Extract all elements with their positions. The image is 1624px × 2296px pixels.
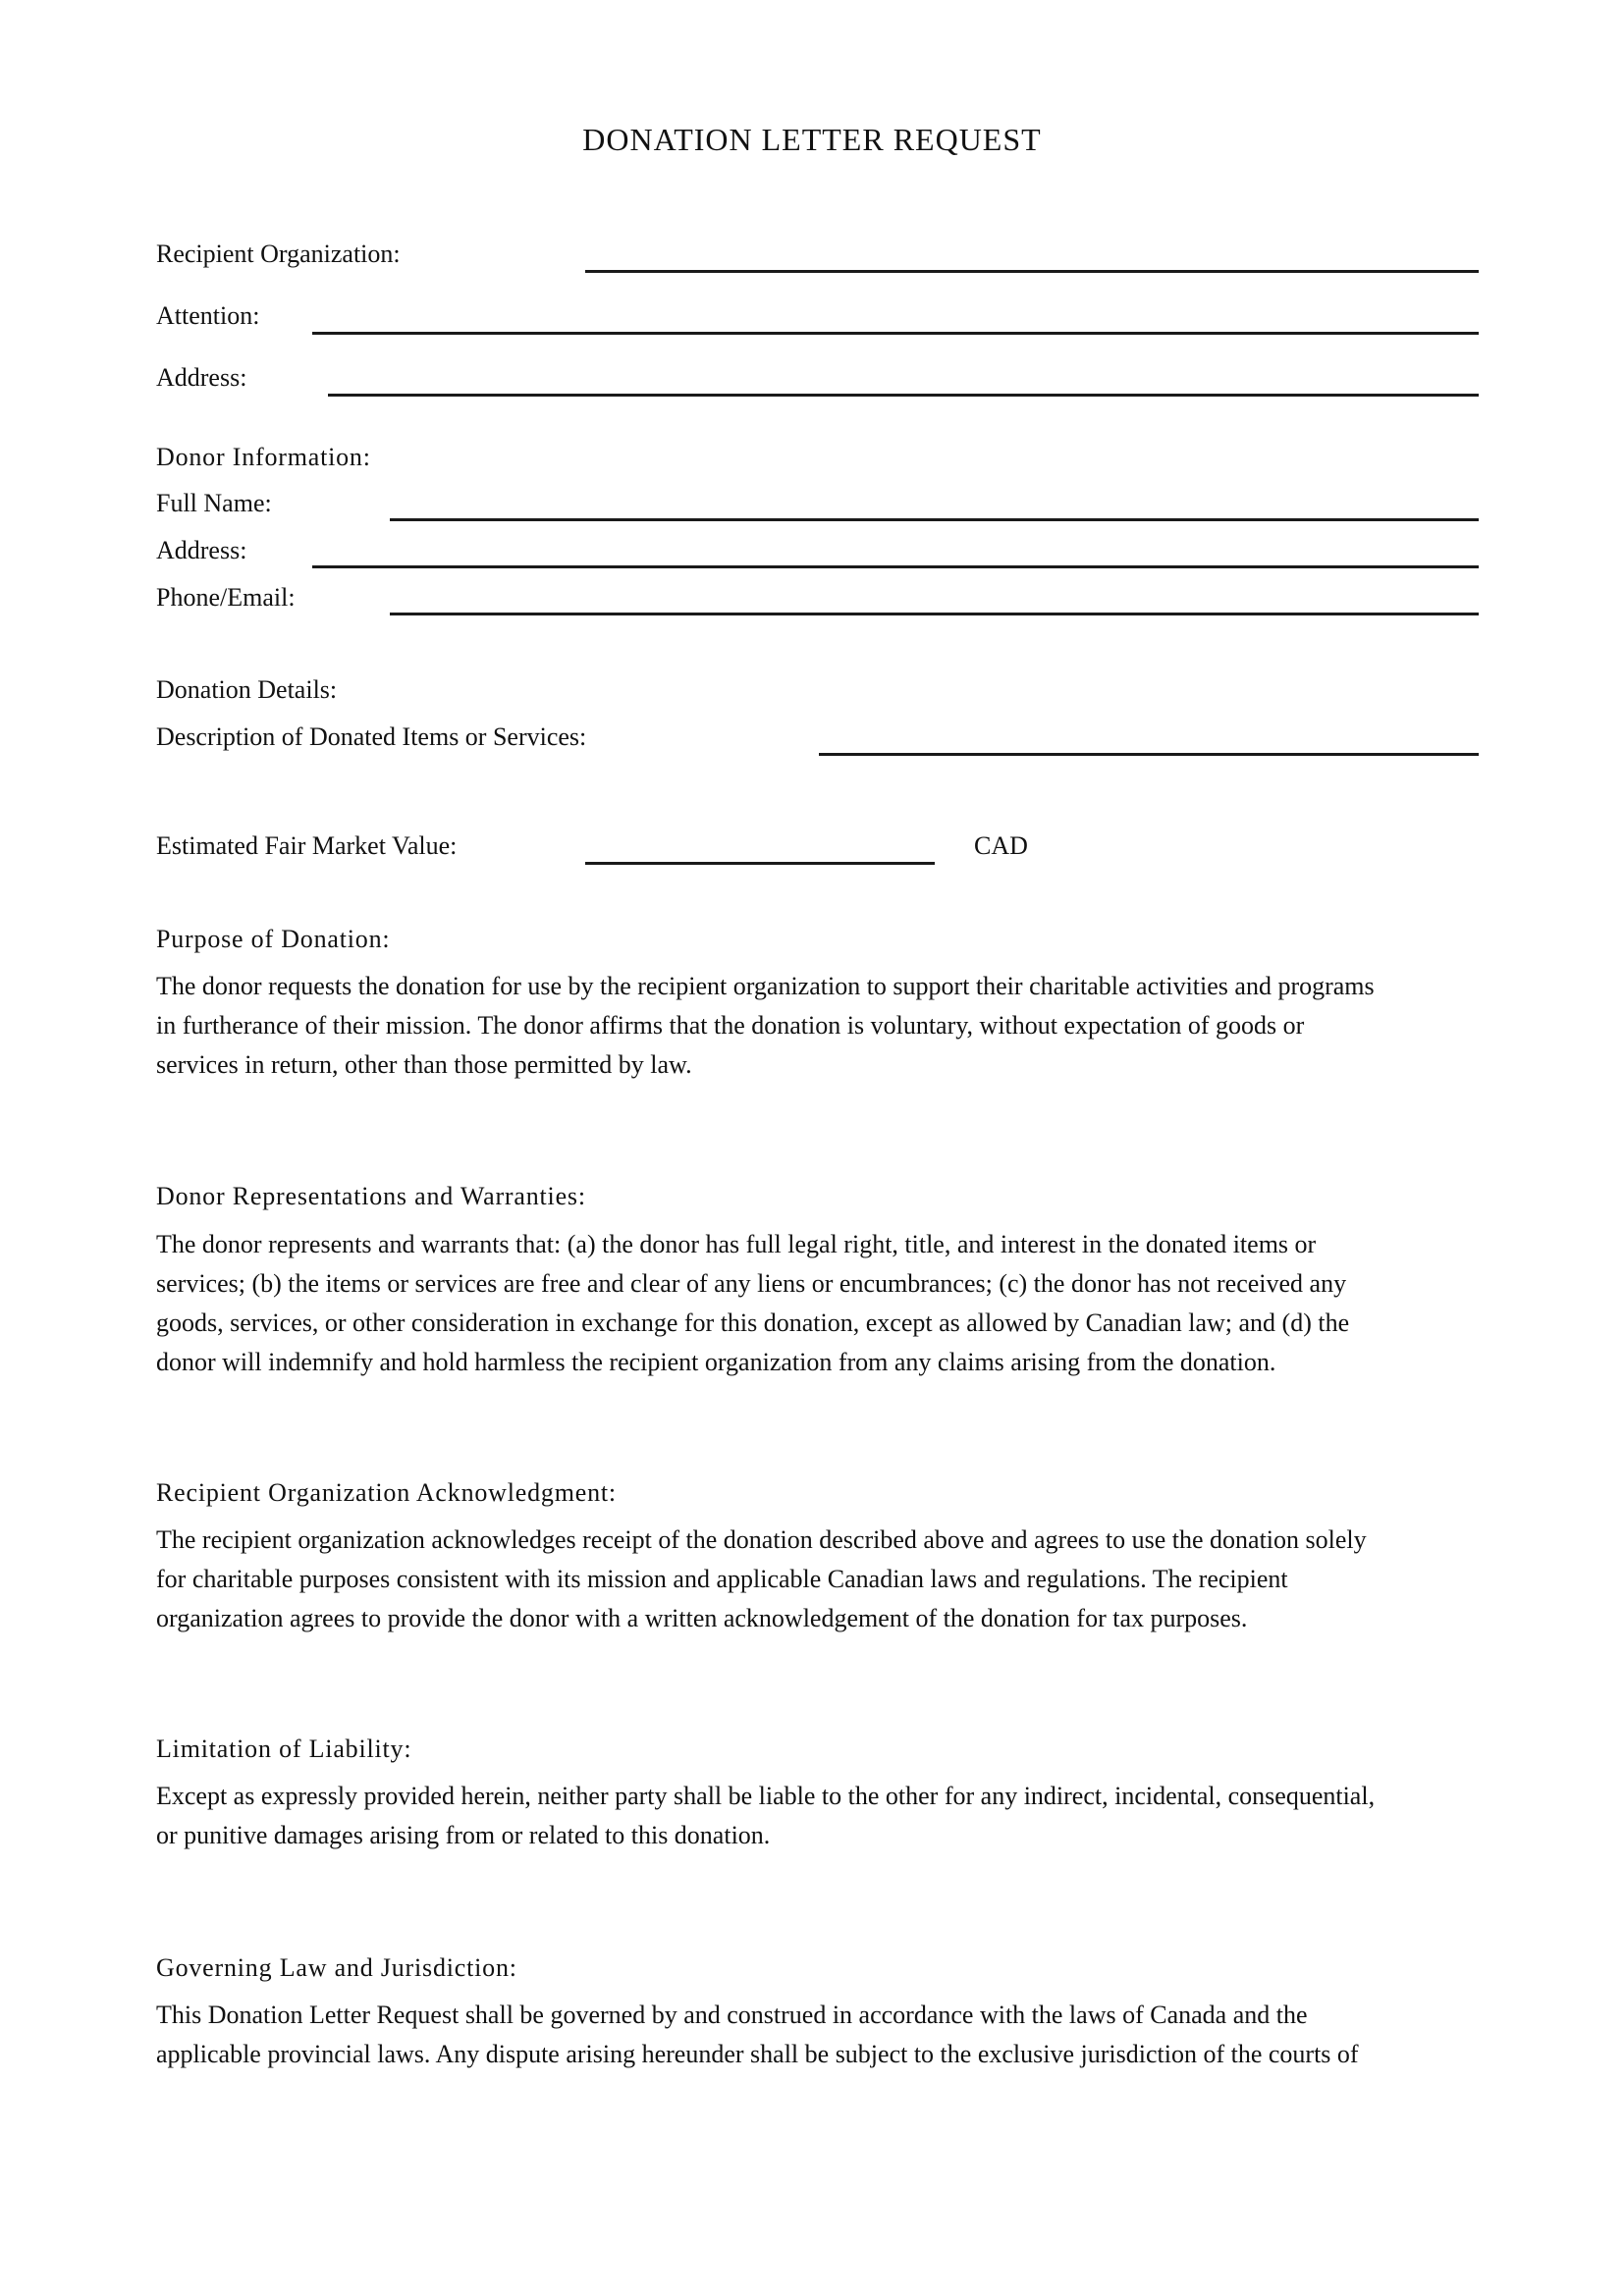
paragraph-line: services; (b) the items or services are free and clear of any liens or encumbrances; (c) the donor has not received any [156,1269,1347,1298]
recipient-organization-field[interactable] [585,270,1479,273]
representations-paragraph [156,1225,1482,1382]
representations-heading: Donor Representations and Warranties: [156,1182,586,1210]
paragraph-line: The recipient organization acknowledges receipt of the donation described above and agrees to use the donation solely [156,1525,1367,1554]
paragraph-line: applicable provincial laws. Any dispute arising hereunder shall be subject to the exclusive jurisdiction of the courts of [156,2040,1359,2068]
donor-full-name-label: Full Name: [156,489,272,517]
acknowledgment-paragraph [156,1521,1482,1638]
paragraph-line: The donor represents and warrants that: (a) the donor has full legal right, title, and interest in the donated items or [156,1230,1317,1258]
donor-address-field[interactable] [312,565,1479,568]
paragraph-line: This Donation Letter Request shall be governed by and construed in accordance with the laws of Canada and the [156,2001,1308,2029]
fair-market-value-label: Estimated Fair Market Value: [156,831,458,860]
purpose-paragraph [156,967,1482,1085]
governing-law-paragraph [156,1996,1482,2074]
recipient-address-field[interactable] [328,394,1479,397]
paragraph-line: or punitive damages arising from or related to this donation. [156,1821,771,1849]
paragraph-line: in furtherance of their mission. The donor affirms that the donation is voluntary, without expectation of goods or [156,1011,1305,1040]
acknowledgment-heading: Recipient Organization Acknowledgment: [156,1478,617,1507]
paragraph-line: The donor requests the donation for use by the recipient organization to support their charitable activities and programs [156,972,1375,1000]
recipient-organization-label: Recipient Organization: [156,240,401,268]
donor-address-label: Address: [156,536,247,564]
document-title: DONATION LETTER REQUEST [582,122,1042,157]
paragraph-line: goods, services, or other consideration in exchange for this donation, except as allowed by Canadian law; and (d) the [156,1308,1350,1337]
paragraph-line: for charitable purposes consistent with its mission and applicable Canadian laws and regulations. The recipient [156,1565,1288,1593]
fair-market-value-field[interactable] [585,862,935,865]
paragraph-line: organization agrees to provide the donor with a written acknowledgement of the donation for tax purposes. [156,1604,1248,1632]
donation-details-heading: Donation Details: [156,675,338,704]
attention-field[interactable] [312,332,1479,335]
paragraph-line: donor will indemnify and hold harmless the recipient organization from any claims arising from the donation. [156,1348,1276,1376]
donor-phone-email-label: Phone/Email: [156,583,296,612]
recipient-address-label: Address: [156,363,247,392]
governing-law-heading: Governing Law and Jurisdiction: [156,1953,517,1982]
donor-full-name-field[interactable] [390,518,1479,521]
attention-label: Attention: [156,301,260,330]
donor-information-heading: Donor Information: [156,443,371,471]
donor-phone-email-field[interactable] [390,613,1479,615]
currency-label: CAD [974,831,1028,860]
liability-paragraph [156,1777,1482,1855]
purpose-heading: Purpose of Donation: [156,925,391,953]
donation-description-label: Description of Donated Items or Services: [156,722,587,751]
liability-heading: Limitation of Liability: [156,1735,412,1763]
donation-description-field[interactable] [819,753,1479,756]
paragraph-line: services in return, other than those permitted by law. [156,1050,692,1079]
paragraph-line: Except as expressly provided herein, neither party shall be liable to the other for any indirect, incidental, consequential, [156,1782,1376,1810]
